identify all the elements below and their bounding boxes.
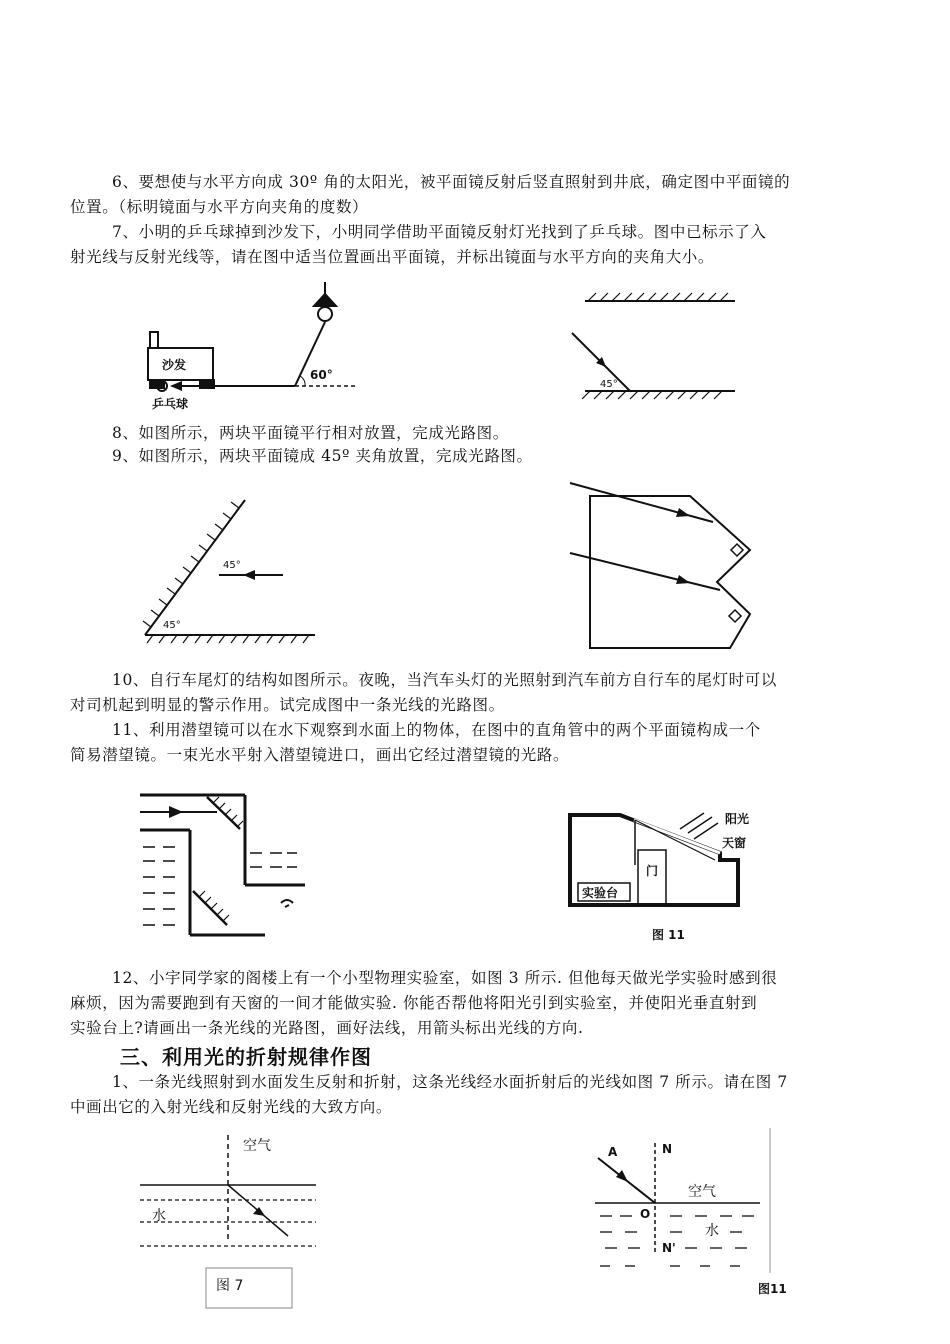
water-label: 水 <box>705 1223 719 1239</box>
refraction-problem-1-line-2: 中画出它的入射光线和反射光线的大致方向。 <box>70 1098 393 1116</box>
problem-7-line-1: 7、小明的乒乓球掉到沙发下，小明同学借助平面镜反射灯光找到了乒乓球。图中已标示了入 <box>112 223 767 241</box>
sunlight-arrows <box>680 813 718 839</box>
lab-table-label: 实验台 <box>582 886 619 900</box>
water-surface-right <box>250 853 297 867</box>
lower-mirror <box>193 891 227 925</box>
problem-11-line-1: 11、利用潜望镜可以在水下观察到水面上的物体，在图中的直角管中的两个平面镜构成一个 <box>112 721 761 739</box>
incoming-ray-arrow <box>243 570 255 580</box>
air-label: 空气 <box>243 1138 271 1154</box>
tail-light-outline <box>590 496 750 648</box>
water-dashes <box>600 1216 754 1266</box>
figure-7 <box>138 1130 323 1310</box>
problem-11-line-2: 简易潜望镜。一束光水平射入潜望镜进口，画出它经过潜望镜的光路。 <box>70 746 570 764</box>
upper-light-arrow <box>676 508 690 517</box>
o-label: O <box>640 1207 651 1221</box>
section-3-heading: 三、利用光的折射规律作图 <box>120 1045 372 1069</box>
problem-12-line-3: 实验台上?请画出一条光线的光路图，画好法线，用箭头标出光线的方向. <box>70 1019 584 1037</box>
incoming-light-arrow <box>169 806 183 818</box>
lamp-icon <box>314 282 336 321</box>
figure-11-refraction <box>570 1128 787 1298</box>
problem-10-line-1: 10、自行车尾灯的结构如图所示。夜晚，当汽车头灯的光照射到汽车前方自行车的尾灯时可以 <box>112 671 777 689</box>
incident-ray-arrow <box>616 1170 628 1182</box>
periscope-figure <box>135 785 305 950</box>
upper-mirror-hatch <box>213 797 243 827</box>
ping-pong-label: 乒乓球 <box>152 397 189 411</box>
problem-10-line-2: 对司机起到明显的警示作用。试完成图中一条光线的光路图。 <box>70 696 505 714</box>
angle-60-label: 60° <box>310 368 333 382</box>
a-label: A <box>608 1145 618 1159</box>
sofa-lamp-figure <box>130 280 370 415</box>
air-label: 空气 <box>688 1184 716 1200</box>
bottom-hatch <box>582 391 722 399</box>
door-label: 门 <box>646 864 659 878</box>
problem-12-line-2: 麻烦，因为需要跑到有天窗的一间才能做实验. 你能否帮他将阳光引到实验室，并使阳光垂直射到 <box>70 994 758 1012</box>
tail-light-figure <box>565 478 765 658</box>
water-surface-left <box>143 847 175 925</box>
angle-arc <box>300 376 305 386</box>
upper-corner-mark <box>731 544 743 556</box>
sun-label: 阳光 <box>725 812 750 826</box>
fig11-caption: 图 11 <box>652 928 685 942</box>
problem-6-line-2: 位置。（标明镜面与水平方向夹角的度数） <box>70 198 369 216</box>
top-hatch <box>588 293 728 301</box>
upper-light-ray <box>570 483 713 522</box>
n-label: N <box>662 1142 673 1156</box>
fig11b-caption: 图11 <box>758 1282 787 1296</box>
problem-8: 8、如图所示，两块平面镜平行相对放置，完成光路图。 <box>112 424 509 442</box>
horizontal-mirror-hatch <box>147 635 309 643</box>
two-mirrors-figure <box>135 470 325 650</box>
eye-icon <box>281 900 293 907</box>
fig7-caption: 图 7 <box>216 1278 244 1294</box>
angle-45-label: 45° <box>600 379 618 390</box>
lower-light-ray <box>570 553 720 590</box>
well-mirror-figure <box>560 285 750 405</box>
lower-mirror-hatch <box>199 891 229 921</box>
problem-6-line-1: 6、要想使与水平方向成 30º 角的太阳光，被平面镜反射后竖直照射到井底，确定图中平面镜的 <box>112 173 791 191</box>
refraction-problem-1-line-1: 1、一条光线照射到水面发生反射和折射，这条光线经水面折射后的光线如图 7 所示。请在图 7 <box>112 1073 788 1091</box>
skylight-slope <box>635 820 715 860</box>
bottom-angle-label: 45° <box>163 620 181 631</box>
problem-9: 9、如图所示，两块平面镜成 45º 夹角放置，完成光路图。 <box>112 447 533 465</box>
lower-light-arrow <box>676 575 690 584</box>
problem-7-line-2: 射光线与反射光线等，请在图中适当位置画出平面镜，并标出镜面与水平方向的夹角大小。 <box>70 248 715 266</box>
attic-lab-figure <box>560 805 760 950</box>
n-prime-label: N' <box>662 1241 676 1255</box>
skylight-glass <box>634 820 720 853</box>
water-label: 水 <box>152 1208 166 1224</box>
window-label: 天窗 <box>722 836 747 850</box>
lower-corner-mark <box>729 610 741 622</box>
sofa-label: 沙发 <box>162 358 187 372</box>
reflected-ray-arrow <box>170 381 182 391</box>
top-angle-label: 45° <box>223 560 241 571</box>
problem-12-line-1: 12、小宇同学家的阁楼上有一个小型物理实验室，如图 3 所示. 但他每天做光学实验时感到很 <box>112 969 778 987</box>
